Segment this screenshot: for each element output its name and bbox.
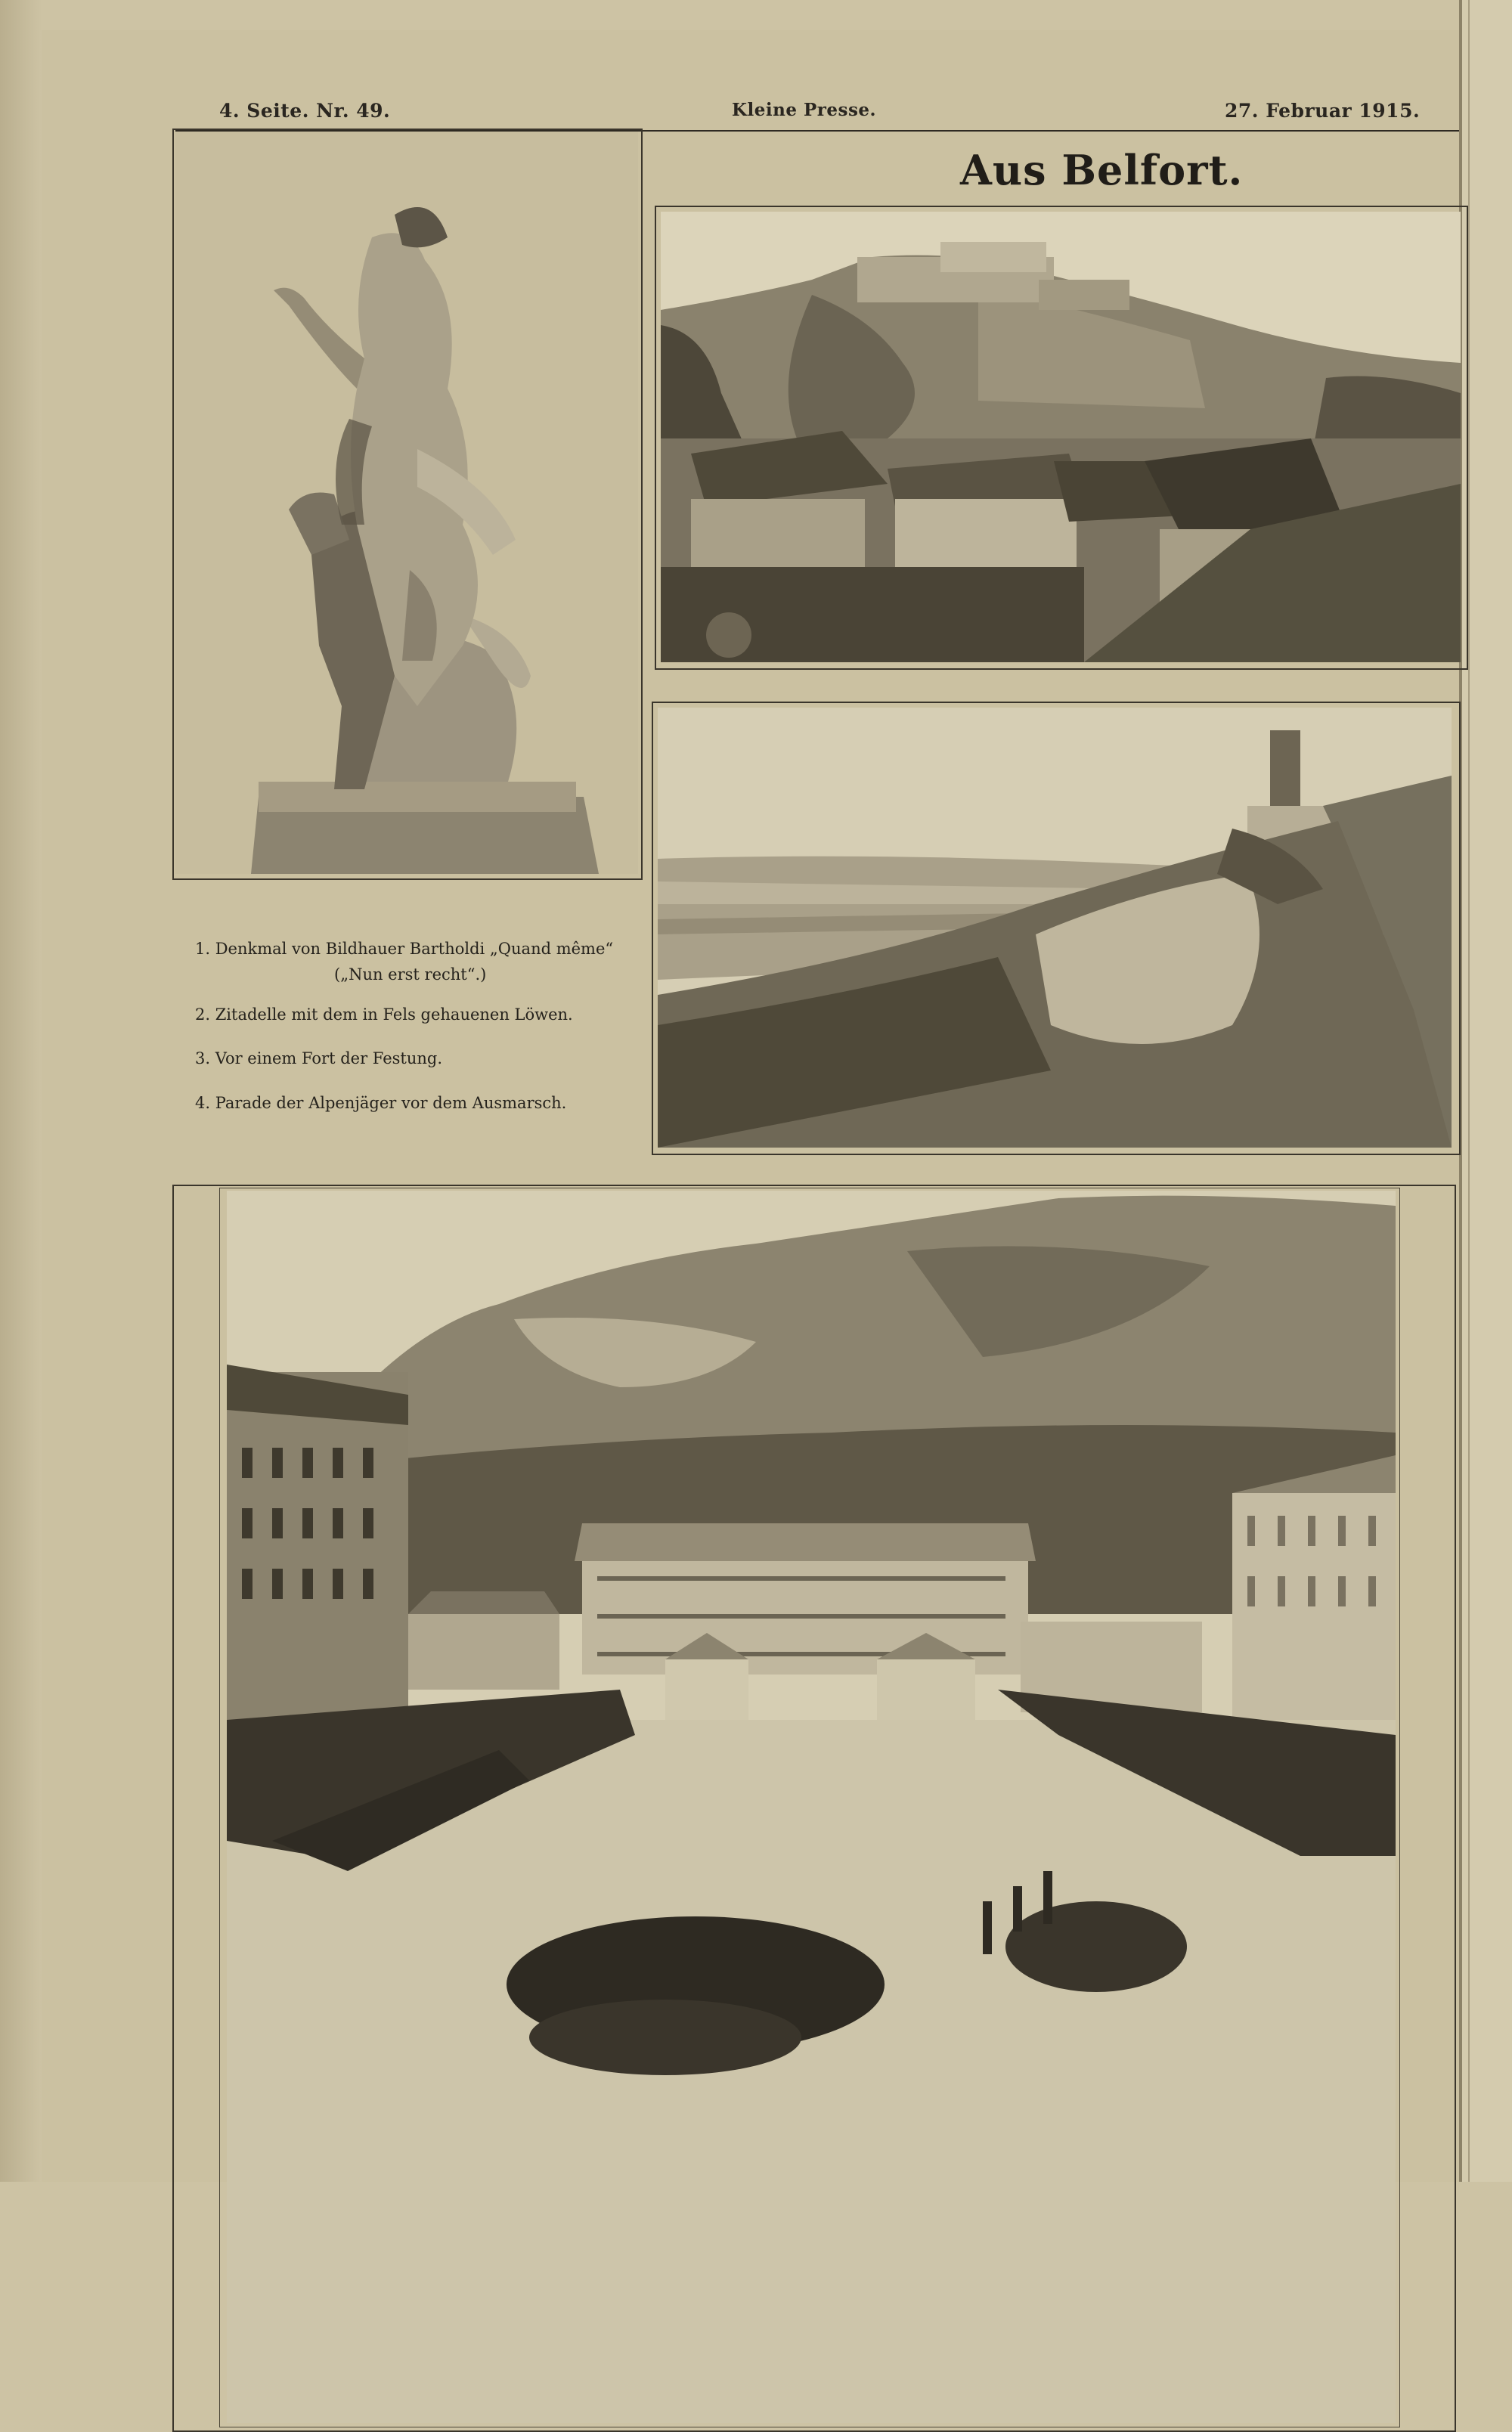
- caption-2: 2. Zitadelle mit dem in Fels gehauenen Löwen.: [195, 1005, 573, 1024]
- header-date: 27. Februar 1915.: [1225, 100, 1421, 122]
- photo-3-fort: [658, 708, 1452, 1148]
- caption-1: 1. Denkmal von Bildhauer Bartholdi „Quand même“: [195, 940, 614, 958]
- scan-left-shadow: [0, 0, 42, 2182]
- header-page-number: 4. Seite. Nr. 49.: [219, 100, 391, 122]
- page-title: Aus Belfort.: [960, 146, 1244, 194]
- photo-1-statue: [175, 132, 638, 874]
- header-newspaper-name: Kleine Presse.: [732, 100, 877, 120]
- scan-page-edge-secondary: [1468, 0, 1470, 2182]
- caption-3: 3. Vor einem Fort der Festung.: [195, 1049, 443, 1067]
- photo-2-citadel: [661, 212, 1461, 662]
- photo-4-parade: [227, 1191, 1396, 2423]
- caption-4: 4. Parade der Alpenjäger vor dem Ausmarsch.: [195, 1094, 567, 1112]
- caption-1-subtitle: („Nun erst recht“.): [334, 965, 487, 984]
